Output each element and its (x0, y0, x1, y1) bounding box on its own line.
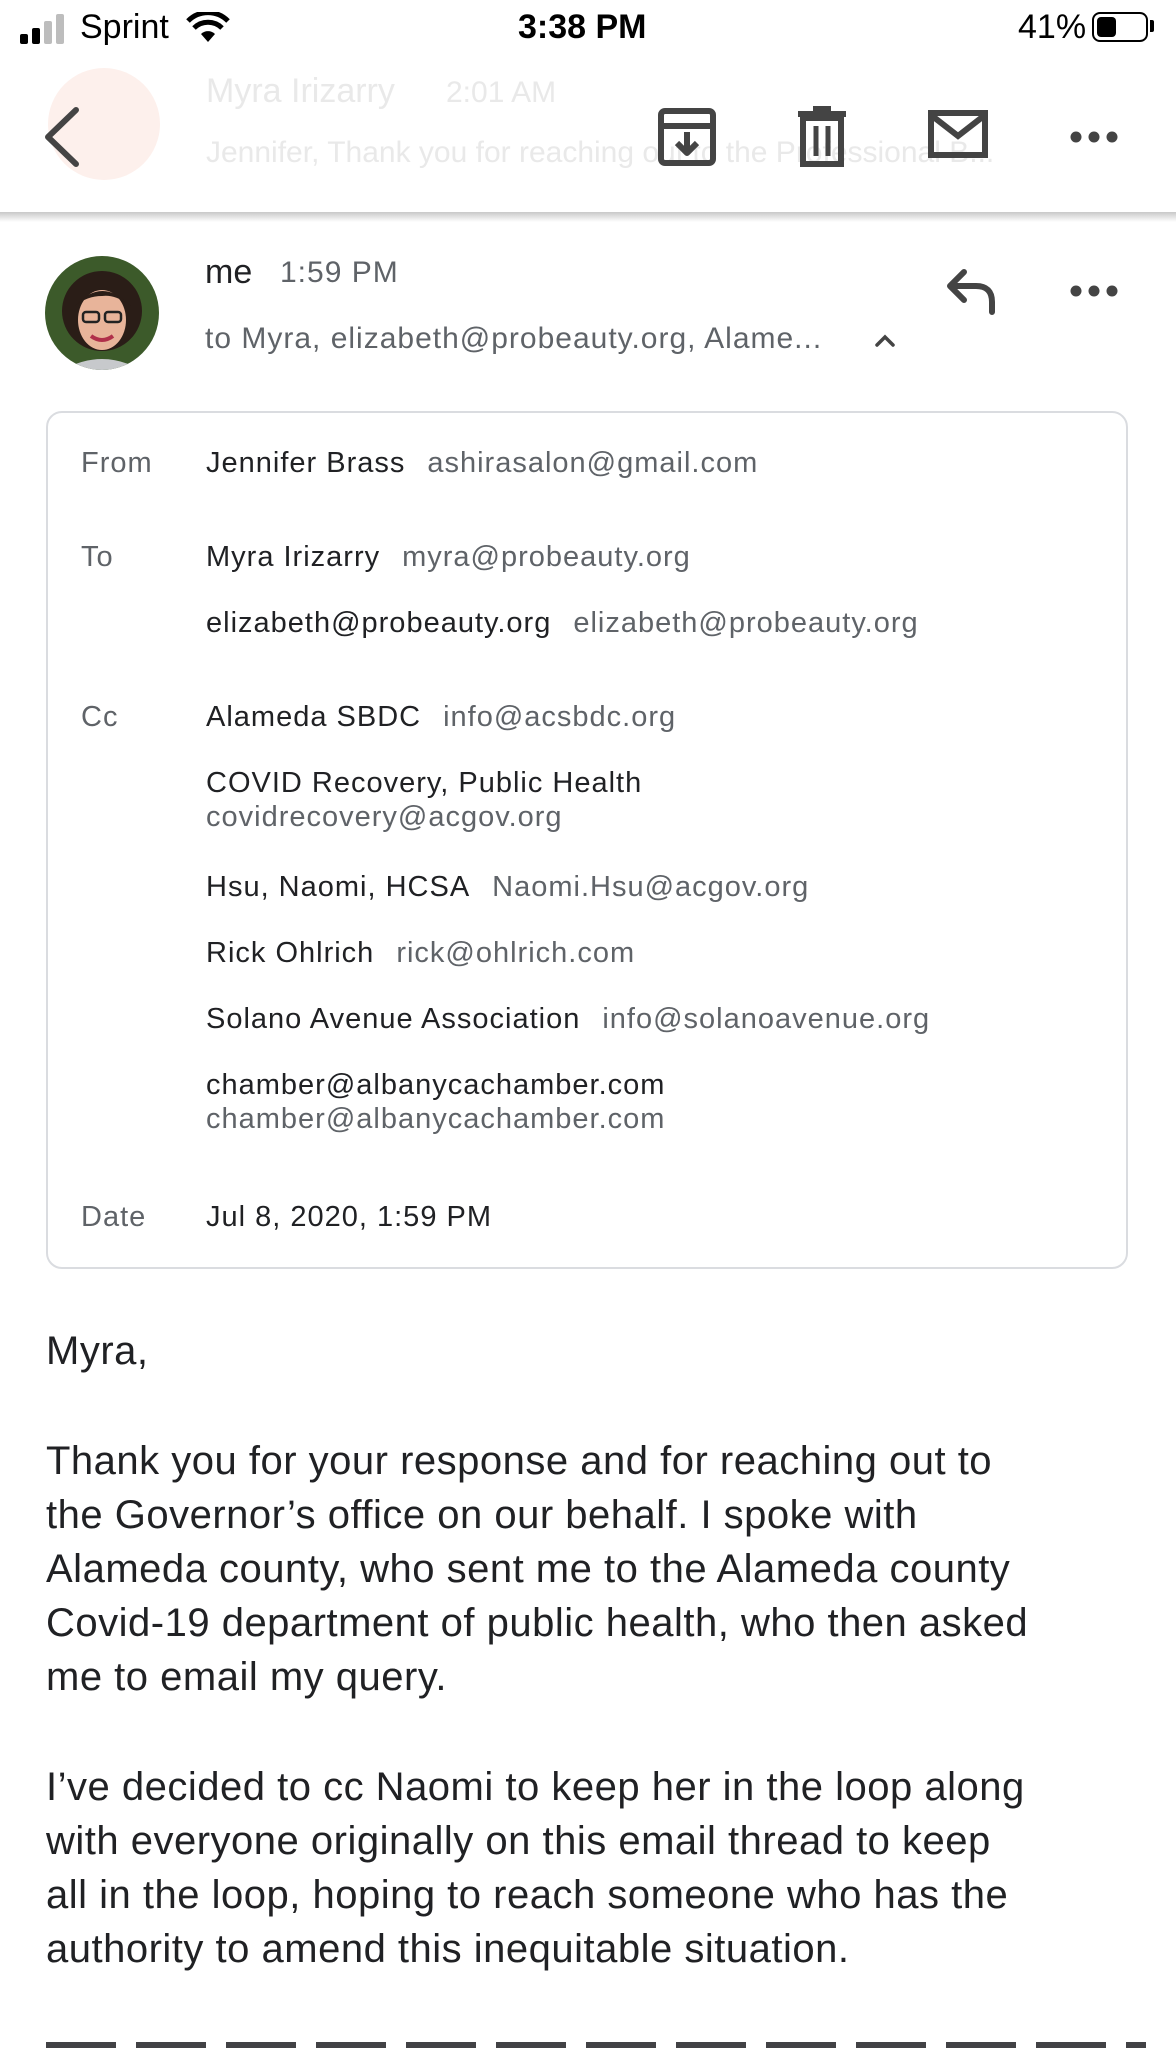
recipient-name: Myra Irizarry (206, 541, 381, 573)
sender-name: me (205, 253, 253, 291)
top-bar-shadow (0, 212, 1176, 222)
cc-recipient (206, 767, 642, 834)
more-options-icon[interactable] (1070, 130, 1118, 144)
greeting: Myra, (46, 1329, 149, 1373)
body-line: I’ve decided to cc Naomi to keep her in the loop along (46, 1765, 1025, 1809)
to-recipient (206, 607, 919, 640)
body-line: me to email my query. (46, 1655, 447, 1699)
cc-recipient (206, 1069, 665, 1136)
reply-icon[interactable] (944, 266, 1000, 316)
avatar[interactable] (45, 256, 159, 370)
body-paragraph-1 (46, 1434, 1146, 1704)
body-paragraph-2 (46, 1760, 1146, 1976)
body-line: Alameda county, who sent me to the Alameda county (46, 1547, 1011, 1591)
recipient-name: Solano Avenue Association (206, 1003, 581, 1035)
status-bar (0, 0, 1176, 60)
recipient-details-card (46, 411, 1128, 1269)
wifi-icon (186, 12, 230, 44)
date-label: Date (81, 1201, 147, 1233)
message-more-icon[interactable] (1070, 284, 1118, 298)
battery-cap (1150, 20, 1154, 32)
to-recipient (206, 541, 691, 574)
body-line: all in the loop, hoping to reach someone who has the (46, 1873, 1009, 1917)
cc-recipient (206, 1003, 930, 1036)
to-label: To (81, 541, 114, 573)
cellular-signal-icon (20, 12, 68, 44)
archive-icon[interactable] (656, 106, 718, 168)
back-arrow-icon[interactable] (38, 102, 86, 172)
recipient-email[interactable]: elizabeth@probeauty.org (573, 607, 919, 639)
cut-off-next-line (46, 2028, 1146, 2048)
recipient-email[interactable]: info@acsbdc.org (443, 701, 677, 733)
recipients-summary[interactable]: to Myra, elizabeth@probeauty.org, Alame... (205, 322, 823, 355)
cc-recipient (206, 701, 676, 734)
carrier-name: Sprint (80, 8, 169, 46)
from-name: Jennifer Brass (206, 447, 406, 479)
recipient-email[interactable]: myra@probeauty.org (402, 541, 691, 573)
recipient-name: chamber@albanycachamber.com (206, 1069, 666, 1101)
ghost-sender: Myra Irizarry (206, 72, 395, 110)
body-line: Thank you for your response and for reaching out to (46, 1439, 993, 1483)
body-line: authority to amend this inequitable situation. (46, 1927, 850, 1971)
recipient-name: elizabeth@probeauty.org (206, 607, 552, 639)
from-label: From (81, 447, 153, 479)
body-line: with everyone originally on this email thread to keep (46, 1819, 991, 1863)
trash-icon[interactable] (796, 104, 848, 168)
ghost-time: 2:01 AM (446, 76, 557, 109)
recipient-email[interactable]: rick@ohlrich.com (396, 937, 636, 969)
recipient-name: Rick Ohlrich (206, 937, 375, 969)
cc-label: Cc (81, 701, 119, 733)
mark-unread-icon[interactable] (928, 110, 988, 158)
battery-percent: 41% (1018, 8, 1087, 46)
top-app-bar (0, 60, 1176, 214)
recipient-email[interactable]: chamber@albanycachamber.com (206, 1103, 666, 1135)
from-row (206, 447, 758, 480)
message-time: 1:59 PM (280, 256, 399, 289)
ghost-snippet: Jennifer, Thank you for reaching out to the Professional B... (206, 136, 995, 169)
recipient-email[interactable]: info@solanoavenue.org (602, 1003, 931, 1035)
sender-photo (45, 256, 159, 370)
body-line: the Governor’s office on our behalf. I spoke with (46, 1493, 918, 1537)
date-value: Jul 8, 2020, 1:59 PM (206, 1201, 492, 1233)
from-email[interactable]: ashirasalon@gmail.com (427, 447, 759, 479)
clock: 3:38 PM (518, 8, 647, 46)
battery-level (1097, 17, 1116, 37)
recipient-email[interactable]: Naomi.Hsu@acgov.org (492, 871, 810, 903)
battery-icon (1092, 12, 1148, 42)
recipient-email[interactable]: covidrecovery@acgov.org (206, 801, 563, 833)
collapse-details-icon[interactable] (874, 332, 896, 348)
body-line: Covid-19 department of public health, who then asked (46, 1601, 1029, 1645)
cc-recipient (206, 871, 809, 904)
cc-recipient (206, 937, 635, 970)
recipient-name: Alameda SBDC (206, 701, 422, 733)
recipient-name: Hsu, Naomi, HCSA (206, 871, 471, 903)
recipient-name: COVID Recovery, Public Health (206, 767, 643, 799)
